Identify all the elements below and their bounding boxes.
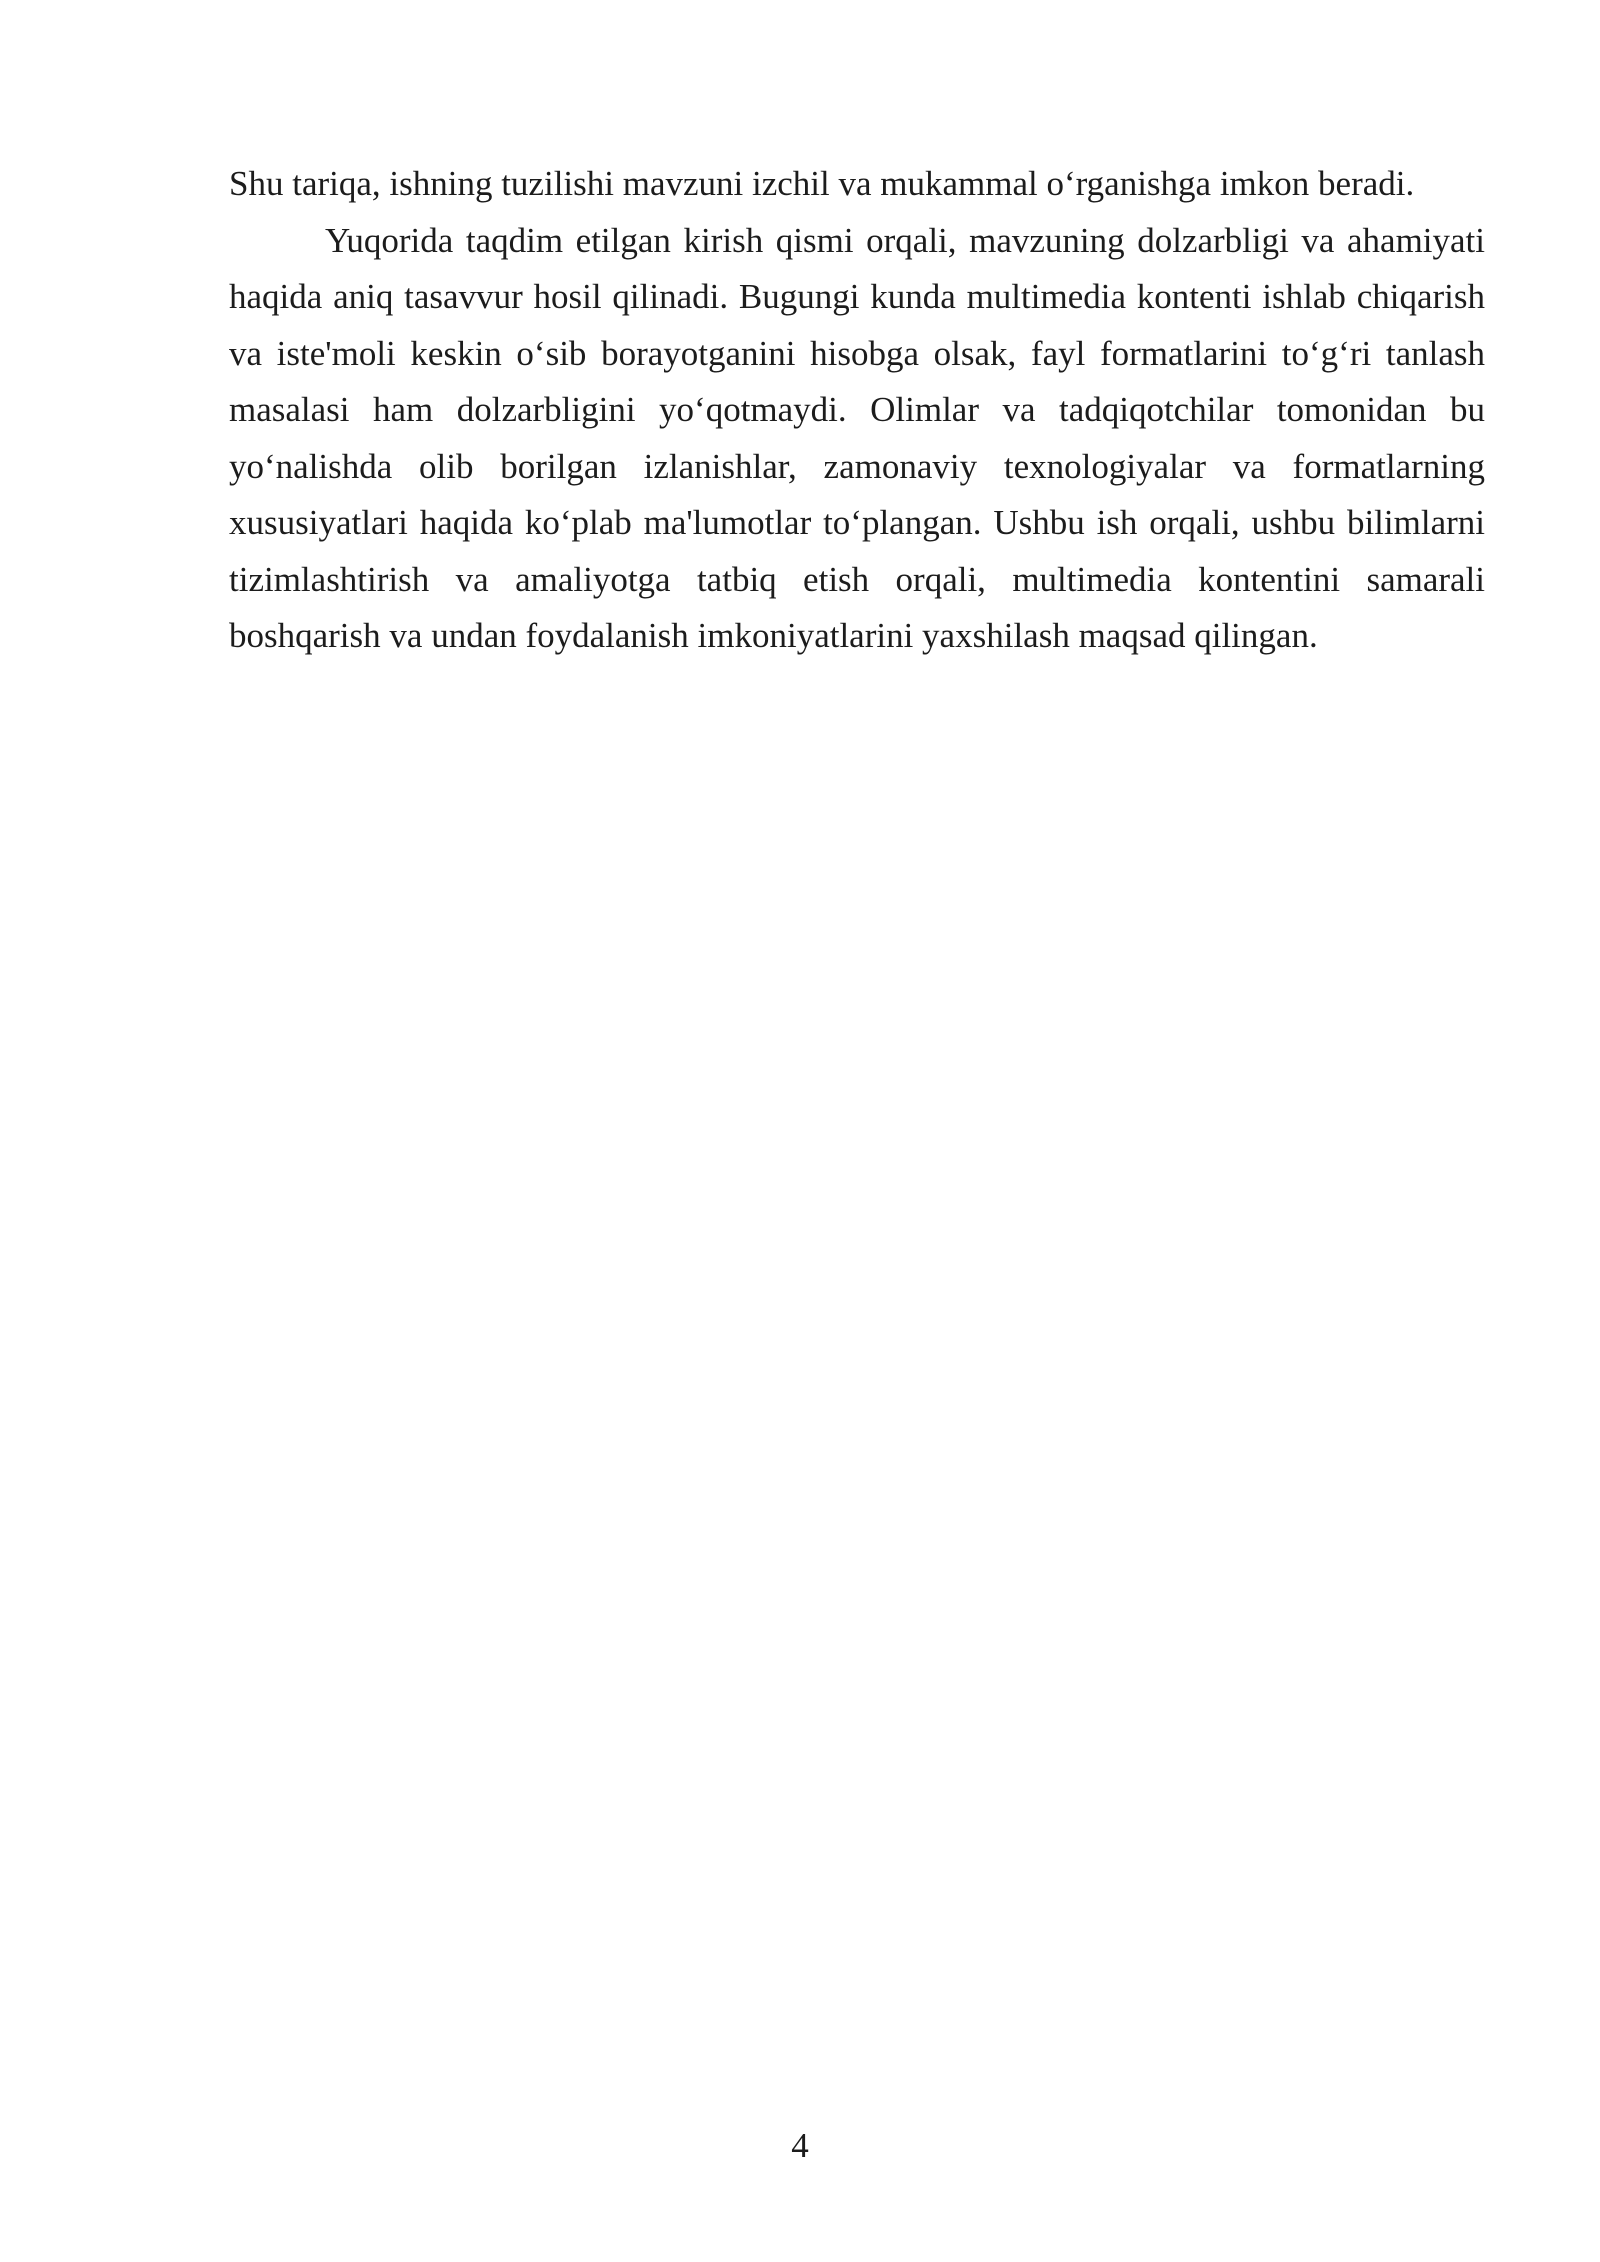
body-text [229,156,1485,665]
paragraph-2: Yuqorida taqdim etilgan kirish qismi orqali, mavzuning dolzarbligi va ahamiyati haqida aniq tasavvur hosil qilinadi. Bugungi kunda multimedia kontenti ishlab chiqarish va iste'moli keskin o‘sib borayotganini hisobga olsak, fayl formatlarini to‘g‘ri tanlash masalasi ham dolzarbligini yo‘qotmaydi. Olimlar va tadqiqotchilar tomonidan bu yo‘nalishda olib borilgan izlanishlar, zamonaviy texnologiyalar va formatlarning xususiyatlari haqida ko‘plab ma'lumotlar to‘plangan. Ushbu ish orqali, ushbu bilimlarni tizimlashtirish va amaliyotga tatbiq etish orqali, multimedia kontentini samarali boshqarish va undan foydalanish imkoniyatlarini yaxshilash maqsad qilingan. [229,220,1485,655]
paragraph-1: Shu tariqa, ishning tuzilishi mavzuni izchil va mukammal o‘rganishga imkon beradi. [229,164,1415,203]
page-number: 4 [791,2126,809,2165]
